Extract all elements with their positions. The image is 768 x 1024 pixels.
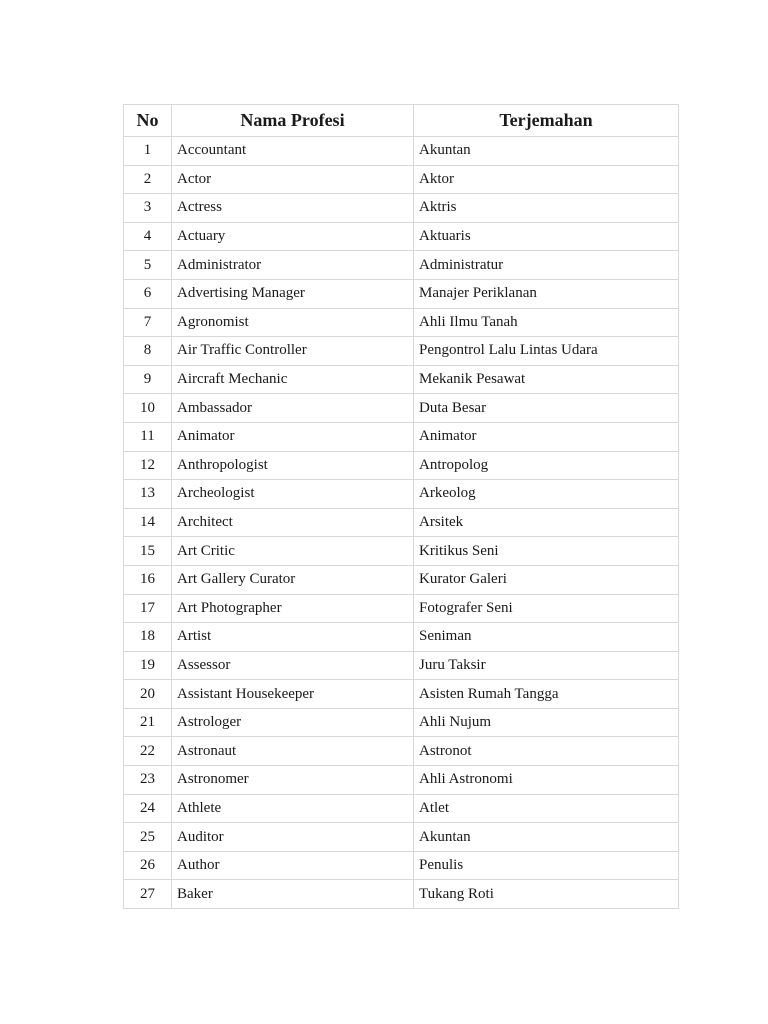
table-row: [124, 194, 679, 223]
table-row: [124, 480, 679, 509]
row-number: 5: [124, 251, 172, 280]
row-number: 15: [124, 537, 172, 566]
row-number: 27: [124, 880, 172, 909]
profession-name: Actor: [172, 165, 414, 194]
header-no: No: [124, 105, 172, 137]
table-row: [124, 365, 679, 394]
profession-translation: Administratur: [414, 251, 679, 280]
table-row: [124, 279, 679, 308]
row-number: 13: [124, 480, 172, 509]
table-row: [124, 394, 679, 423]
table-row: [124, 537, 679, 566]
profession-translation: Penulis: [414, 851, 679, 880]
profession-name: Baker: [172, 880, 414, 909]
table-row: [124, 222, 679, 251]
row-number: 9: [124, 365, 172, 394]
profession-translation: Mekanik Pesawat: [414, 365, 679, 394]
profession-name: Anthropologist: [172, 451, 414, 480]
profession-translation: Ahli Astronomi: [414, 766, 679, 795]
profession-name: Assistant Housekeeper: [172, 680, 414, 709]
table-row: [124, 422, 679, 451]
row-number: 22: [124, 737, 172, 766]
row-number: 14: [124, 508, 172, 537]
profession-name: Accountant: [172, 137, 414, 166]
row-number: 12: [124, 451, 172, 480]
profession-translation: Manajer Periklanan: [414, 279, 679, 308]
profession-translation: Tukang Roti: [414, 880, 679, 909]
profession-translation: Aktuaris: [414, 222, 679, 251]
row-number: 4: [124, 222, 172, 251]
profession-name: Actuary: [172, 222, 414, 251]
profession-translation: Astronot: [414, 737, 679, 766]
profession-translation: Akuntan: [414, 137, 679, 166]
profession-translation: Ahli Ilmu Tanah: [414, 308, 679, 337]
profession-translation: Animator: [414, 422, 679, 451]
profession-name: Auditor: [172, 823, 414, 852]
profession-name: Assessor: [172, 651, 414, 680]
profession-name: Artist: [172, 623, 414, 652]
row-number: 26: [124, 851, 172, 880]
table-row: [124, 823, 679, 852]
profession-translation: Arsitek: [414, 508, 679, 537]
row-number: 11: [124, 422, 172, 451]
profession-translation: Akuntan: [414, 823, 679, 852]
profession-name: Aircraft Mechanic: [172, 365, 414, 394]
profession-name: Author: [172, 851, 414, 880]
table-header: [124, 105, 679, 137]
row-number: 10: [124, 394, 172, 423]
table-row: [124, 594, 679, 623]
profession-name: Actress: [172, 194, 414, 223]
header-translation: Terjemahan: [414, 105, 679, 137]
row-number: 18: [124, 623, 172, 652]
table-row: [124, 565, 679, 594]
row-number: 6: [124, 279, 172, 308]
table-body: [124, 137, 679, 909]
profession-name: Astronaut: [172, 737, 414, 766]
profession-name: Astronomer: [172, 766, 414, 795]
profession-translation: Aktor: [414, 165, 679, 194]
table-row: [124, 451, 679, 480]
profession-translation: Aktris: [414, 194, 679, 223]
table-row: [124, 766, 679, 795]
table-row: [124, 137, 679, 166]
profession-name: Agronomist: [172, 308, 414, 337]
profession-translation: Seniman: [414, 623, 679, 652]
profession-name: Architect: [172, 508, 414, 537]
table-row: [124, 880, 679, 909]
row-number: 20: [124, 680, 172, 709]
profession-name: Ambassador: [172, 394, 414, 423]
header-name: Nama Profesi: [172, 105, 414, 137]
table-row: [124, 165, 679, 194]
profession-name: Astrologer: [172, 708, 414, 737]
profession-name: Art Gallery Curator: [172, 565, 414, 594]
table-row: [124, 251, 679, 280]
row-number: 21: [124, 708, 172, 737]
profession-name: Animator: [172, 422, 414, 451]
row-number: 19: [124, 651, 172, 680]
row-number: 1: [124, 137, 172, 166]
table-row: [124, 851, 679, 880]
row-number: 25: [124, 823, 172, 852]
row-number: 8: [124, 337, 172, 366]
profession-translation: Juru Taksir: [414, 651, 679, 680]
header-row: [124, 105, 679, 137]
profession-translation: Antropolog: [414, 451, 679, 480]
table-row: [124, 508, 679, 537]
row-number: 23: [124, 766, 172, 795]
profession-translation: Pengontrol Lalu Lintas Udara: [414, 337, 679, 366]
row-number: 16: [124, 565, 172, 594]
profession-table: [123, 104, 679, 909]
profession-name: Archeologist: [172, 480, 414, 509]
profession-name: Air Traffic Controller: [172, 337, 414, 366]
row-number: 7: [124, 308, 172, 337]
table-row: [124, 794, 679, 823]
profession-name: Art Critic: [172, 537, 414, 566]
table-row: [124, 737, 679, 766]
table-row: [124, 623, 679, 652]
profession-translation: Duta Besar: [414, 394, 679, 423]
table-row: [124, 337, 679, 366]
profession-name: Athlete: [172, 794, 414, 823]
profession-translation: Fotografer Seni: [414, 594, 679, 623]
profession-translation: Kritikus Seni: [414, 537, 679, 566]
profession-translation: Asisten Rumah Tangga: [414, 680, 679, 709]
profession-name: Art Photographer: [172, 594, 414, 623]
profession-table-container: [123, 104, 678, 909]
row-number: 2: [124, 165, 172, 194]
row-number: 24: [124, 794, 172, 823]
profession-translation: Atlet: [414, 794, 679, 823]
profession-name: Advertising Manager: [172, 279, 414, 308]
table-row: [124, 708, 679, 737]
profession-translation: Arkeolog: [414, 480, 679, 509]
profession-translation: Ahli Nujum: [414, 708, 679, 737]
table-row: [124, 308, 679, 337]
profession-translation: Kurator Galeri: [414, 565, 679, 594]
row-number: 17: [124, 594, 172, 623]
table-row: [124, 680, 679, 709]
profession-name: Administrator: [172, 251, 414, 280]
row-number: 3: [124, 194, 172, 223]
table-row: [124, 651, 679, 680]
